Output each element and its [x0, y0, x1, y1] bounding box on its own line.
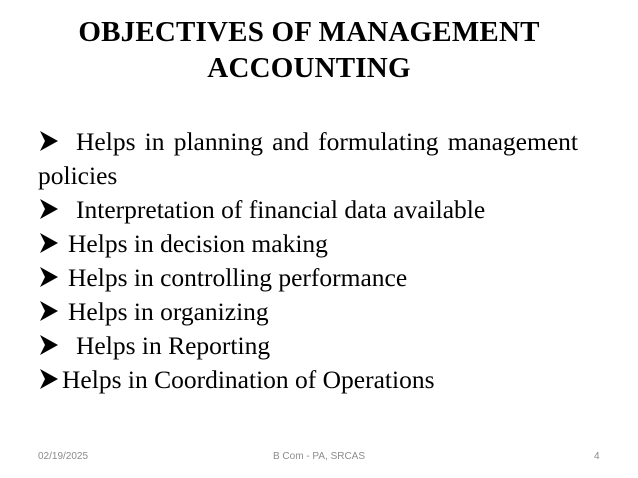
footer-page-number: 4 — [594, 451, 600, 462]
arrow-bullet-icon — [38, 265, 60, 289]
arrow-bullet-icon — [38, 129, 60, 153]
bullet-text: Helps in Coordination of Operations — [62, 365, 435, 394]
bullet-item — [38, 363, 578, 397]
footer-date: 02/19/2025 — [38, 451, 89, 462]
slide-title-line-2: ACCOUNTING — [207, 52, 411, 84]
bullet-text: Helps in decision making — [68, 229, 328, 258]
arrow-bullet-icon — [38, 299, 60, 323]
slide-title — [20, 14, 598, 86]
bullet-item — [38, 125, 578, 193]
arrow-bullet-icon — [38, 367, 60, 391]
bullet-text: Helps in organizing — [68, 297, 269, 326]
arrow-bullet-icon — [38, 333, 60, 357]
arrow-bullet-icon — [38, 197, 60, 221]
bullet-text: Helps in Reporting — [76, 331, 271, 360]
bullet-item — [38, 295, 578, 329]
bullet-text: Helps in planning and formulating management policies — [38, 127, 578, 190]
bullet-list — [38, 125, 578, 397]
bullet-item — [38, 329, 578, 363]
arrow-bullet-icon — [38, 231, 60, 255]
bullet-item — [38, 261, 578, 295]
bullet-text: Interpretation of financial data available — [76, 195, 486, 224]
bullet-item — [38, 193, 578, 227]
slide-title-line-1: OBJECTIVES OF MANAGEMENT — [78, 16, 540, 48]
bullet-item — [38, 227, 578, 261]
bullet-text: Helps in controlling performance — [68, 263, 408, 292]
footer-course: B Com - PA, SRCAS — [272, 451, 366, 462]
